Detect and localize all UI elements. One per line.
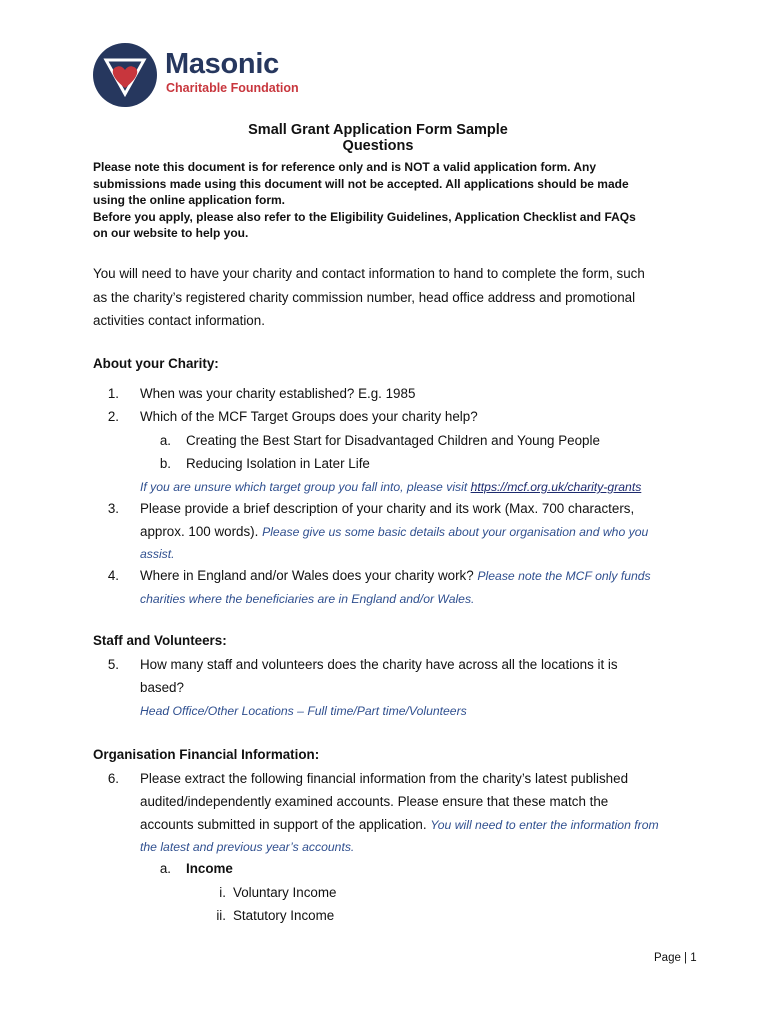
option-text: Income [186,861,233,876]
question-number: 3. [107,501,119,516]
question-text: Which of the MCF Target Groups does your charity help? [140,409,478,424]
question-text: Please extract the following financial information from the charity’s latest published [140,771,629,786]
notice-block [93,159,693,242]
masonic-emblem-icon [92,42,158,108]
question-4-hint: charities where the beneficiaries are in England and/or Wales. [140,592,475,606]
notice-line: using the online application form. [93,193,286,207]
intro-line: You will need to have your charity and contact information to hand to complete the form, such [93,266,645,281]
notice-line: Please note this document is for reference only and is NOT a valid application form. Any [93,160,597,174]
question-text: Please provide a brief description of your charity and its work (Max. 700 characters, [140,501,635,516]
question-3-hint: assist. [140,547,175,561]
hint-text: You will need to enter the information from [430,818,659,832]
section-heading-about: About your Charity: [93,356,219,371]
hint-text: Please note the MCF only funds [477,569,651,583]
question-text: How many staff and volunteers does the charity have across all the locations it is [140,657,618,672]
question-4-content [140,567,651,585]
question-5-line2: based? [140,680,184,695]
question-5-hint: Head Office/Other Locations – Full time/Part time/Volunteers [140,704,467,718]
question-number: 2. [107,409,119,424]
option-text: Reducing Isolation in Later Life [186,456,370,471]
question-6-hint: the latest and previous year’s accounts. [140,840,355,854]
document-title: Small Grant Application Form Sample Questions [248,122,508,154]
intro-line: as the charity’s registered charity commission number, head office address and promotional [93,289,636,305]
question-2-hint [140,478,641,496]
question-number: 4. [107,568,119,583]
notice-line: on our website to help you. [93,226,249,240]
question-text: Where in England and/or Wales does your charity work? [140,568,474,583]
charity-grants-link[interactable]: https://mcf.org.uk/charity-grants [470,480,642,494]
question-number: 1. [107,386,119,401]
question-text: When was your charity established? E.g. 1985 [140,386,416,401]
option-label: a. [159,861,171,876]
question-number: 5. [107,657,119,672]
question-number: 6. [107,771,119,786]
option-text: Voluntary Income [233,885,337,900]
notice-line: Before you apply, please also refer to the Eligibility Guidelines, Application Checklist and FAQs [93,209,636,224]
masonic-logo [92,42,322,108]
question-6-line3 [140,816,659,834]
notice-line: submissions made using this document will not be accepted. All applications should be made [93,176,629,191]
option-label: ii. [216,908,226,923]
question-3-line2 [140,523,648,541]
question-6-line2: audited/independently examined accounts. Please ensure that these match the [140,794,609,809]
question-text: approx. 100 words). [140,524,259,539]
intro-line: activities contact information. [93,313,265,328]
hint-text: Please give us some basic details about your organisation and who you [262,525,649,539]
option-label: i. [219,885,226,900]
intro-paragraph [93,262,703,333]
logo-subtitle: Charitable Foundation [166,81,299,95]
option-text: Statutory Income [233,908,335,923]
logo-name: Masonic [165,48,279,80]
section-heading-financial: Organisation Financial Information: [93,747,320,762]
section-heading-staff: Staff and Volunteers: [93,633,227,648]
question-text: accounts submitted in support of the application. [140,817,427,832]
option-label: b. [159,456,171,471]
hint-text: If you are unsure which target group you fall into, please visit [140,480,471,494]
option-label: a. [159,433,171,448]
page-number: Page | 1 [654,952,697,964]
option-text: Creating the Best Start for Disadvantaged Children and Young People [186,433,600,448]
